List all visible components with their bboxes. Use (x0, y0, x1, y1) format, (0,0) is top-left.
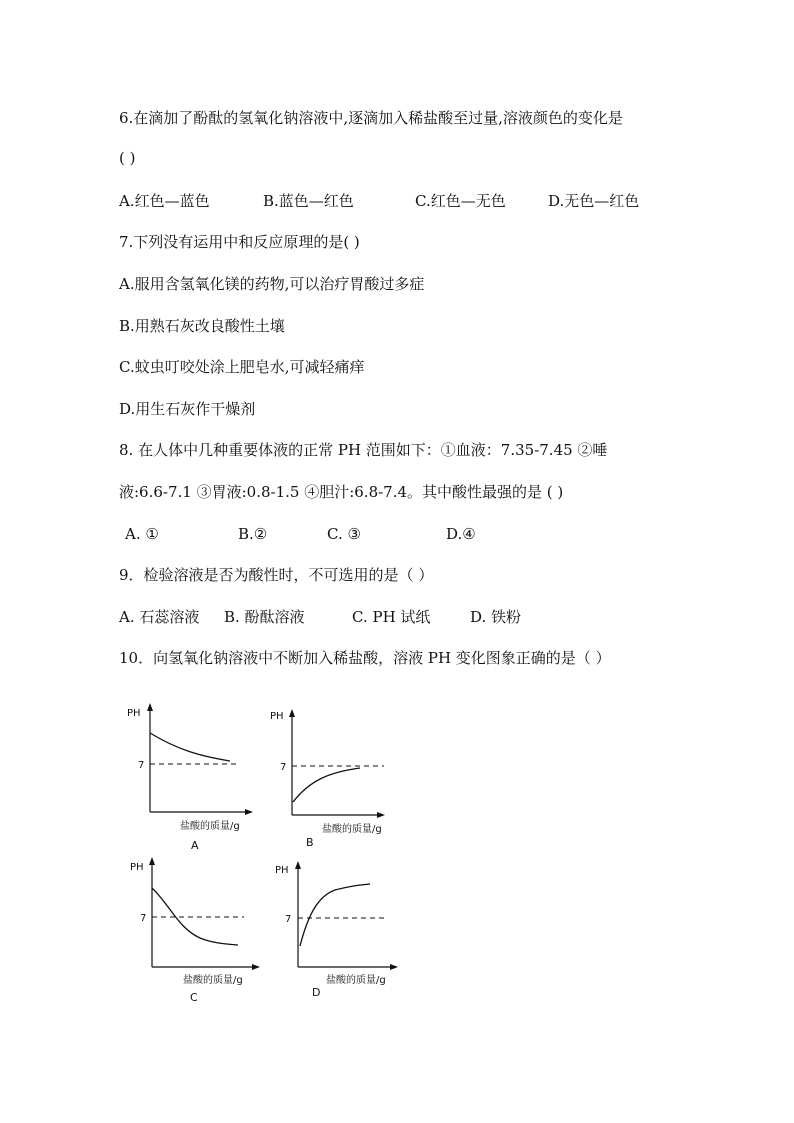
q9-stem: 9．检验溶液是否为酸性时，不可选用的是（ ） (119, 566, 434, 584)
q8-stem-line2: 液:6.6-7.1 ③胃液:0.8-1.5 ④胆汁:6.8-7.4。其中酸性最强的是 ( ) (119, 483, 564, 501)
q9-option-c: C. PH 试纸 (352, 608, 431, 626)
q10-stem: 10．向氢氧化钠溶液中不断加入稀盐酸，溶液 PH 变化图象正确的是（ ） (119, 649, 611, 667)
graph-a-xlabel: 盐酸的质量/g (180, 821, 240, 832)
q7-option-a: A.服用含氢氧化镁的药物,可以治疗胃酸过多症 (119, 275, 425, 293)
q8-option-d: D.④ (446, 525, 476, 543)
graph-d-ylabel: PH (275, 865, 289, 876)
q6-option-d: D.无色—红色 (548, 192, 640, 210)
graph-d-xlabel: 盐酸的质量/g (326, 975, 386, 986)
q7-option-b: B.用熟石灰改良酸性土壤 (119, 317, 285, 335)
q8-stem-line1: 8. 在人体中几种重要体液的正常 PH 范围如下：①血液：7.35-7.45 ②唾 (119, 441, 608, 459)
q6-answer-paren: ( ) (119, 149, 136, 167)
q6-option-a: A.红色—蓝色 (119, 192, 210, 210)
graph-d-curve (300, 884, 370, 946)
graph-b-ylabel: PH (270, 711, 284, 722)
q6-option-c: C.红色—无色 (415, 192, 506, 210)
graph-b-label: B (306, 836, 314, 849)
graph-c-xlabel: 盐酸的质量/g (183, 975, 243, 986)
graph-a-ref-label: 7 (138, 760, 145, 771)
graph-a-ylabel: PH (127, 708, 141, 719)
q8-option-b: B.② (238, 525, 268, 543)
q6-stem: 6.在滴加了酚酞的氢氧化钠溶液中,逐滴加入稀盐酸至过量,溶液颜色的变化是 (119, 109, 623, 127)
q8-option-c: C. ③ (327, 525, 361, 543)
q8-option-a: A. ① (125, 525, 159, 543)
graph-c-ylabel: PH (130, 862, 144, 873)
graph-c-ref-label: 7 (140, 913, 147, 924)
graph-b-xlabel: 盐酸的质量/g (322, 824, 382, 835)
graph-c-label: C (190, 991, 198, 1004)
q9-option-b: B. 酚酞溶液 (224, 608, 305, 626)
graph-d-ref-label: 7 (285, 914, 292, 925)
graph-b-ref-label: 7 (280, 762, 287, 773)
q6-option-b: B.蓝色—红色 (263, 192, 354, 210)
q7-option-c: C.蚊虫叮咬处涂上肥皂水,可减轻痛痒 (119, 358, 365, 376)
q9-option-d: D. 铁粉 (470, 608, 522, 626)
q7-stem: 7.下列没有运用中和反应原理的是( ) (119, 233, 360, 251)
q9-option-a: A. 石蕊溶液 (119, 608, 200, 626)
graph-a-label: A (191, 839, 199, 852)
q7-option-d: D.用生石灰作干燥剂 (119, 400, 256, 418)
graph-d-label: D (312, 986, 321, 999)
